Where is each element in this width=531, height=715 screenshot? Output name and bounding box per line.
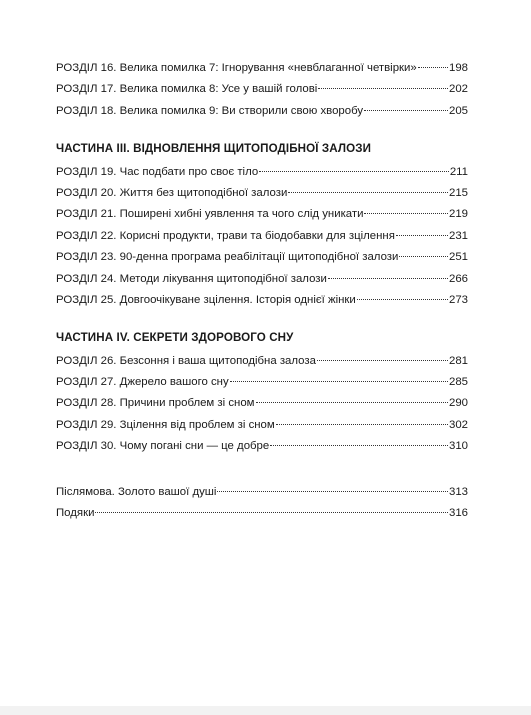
toc-entry-chapter-27 — [56, 372, 468, 393]
toc-entry-title: РОЗДІЛ 18. Велика помилка 9: Ви створили свою хворобу — [56, 104, 364, 117]
toc-entry-page: 290 — [448, 397, 468, 410]
toc-entry-page: 211 — [449, 165, 468, 178]
toc-entry-page: 281 — [448, 354, 468, 367]
leader-dots — [317, 360, 448, 361]
toc-entry-title: РОЗДІЛ 23. 90-денна програма реабілітації щитоподібної залози — [56, 251, 399, 264]
toc-entry-page: 231 — [448, 229, 468, 242]
toc-entry-afterword — [56, 482, 468, 503]
toc-entry-title: РОЗДІЛ 27. Джерело вашого сну — [56, 376, 229, 389]
toc-entry-title: РОЗДІЛ 16. Велика помилка 7: Ігнорування «невблаганної четвірки» — [56, 62, 417, 74]
toc-entry-page: 219 — [448, 208, 468, 221]
toc-entry-title: РОЗДІЛ 29. Зцілення від проблем зі сном — [56, 418, 275, 431]
toc-entry-title: РОЗДІЛ 24. Методи лікування щитоподібної залози — [56, 272, 327, 285]
leader-dots — [418, 67, 448, 68]
leader-dots — [318, 88, 448, 89]
toc-entry-page: 285 — [448, 376, 468, 389]
leader-dots — [270, 445, 448, 446]
toc-entry-chapter-23 — [56, 247, 468, 268]
toc-chapters-top — [56, 58, 468, 122]
toc-entry-page: 273 — [448, 293, 468, 306]
toc-entry-page: 302 — [448, 418, 468, 431]
toc-entry-title: РОЗДІЛ 25. Довгоочікуване зцілення. Історія однієї жінки — [56, 293, 356, 306]
toc-entry-chapter-20 — [56, 183, 468, 204]
leader-dots — [288, 192, 448, 193]
leader-dots — [217, 491, 448, 492]
toc-entry-page: 251 — [448, 251, 468, 264]
toc-entry-page: 316 — [448, 507, 468, 520]
toc-entry-chapter-21 — [56, 204, 468, 225]
toc-entry-title: Подяки — [56, 507, 95, 520]
leader-dots — [396, 235, 448, 236]
toc-entry-page: 205 — [448, 104, 468, 117]
leader-dots — [399, 256, 448, 257]
leader-dots — [357, 299, 448, 300]
toc-entry-title: РОЗДІЛ 28. Причини проблем зі сном — [56, 397, 255, 410]
toc-entry-page: 202 — [448, 83, 468, 96]
leader-dots — [364, 110, 448, 111]
leader-dots — [364, 213, 448, 214]
toc-back-matter — [56, 482, 468, 525]
toc-part-3-chapters — [56, 162, 468, 312]
toc-entry-chapter-24 — [56, 269, 468, 290]
toc-entry-chapter-30 — [56, 436, 468, 457]
toc-entry-title: Післямова. Золото вашої душі — [56, 485, 217, 498]
leader-dots — [328, 278, 448, 279]
toc-entry-acknowledgements — [56, 503, 468, 524]
leader-dots — [95, 512, 448, 513]
toc-entry-chapter-28 — [56, 393, 468, 414]
table-of-contents — [56, 58, 468, 524]
toc-entry-chapter-26 — [56, 351, 468, 372]
toc-entry-chapter-17 — [56, 79, 468, 100]
toc-entry-chapter-29 — [56, 415, 468, 436]
toc-entry-page: 313 — [448, 485, 468, 498]
leader-dots — [256, 402, 448, 403]
toc-entry-title: РОЗДІЛ 17. Велика помилка 8: Усе у вашій голові — [56, 83, 318, 96]
toc-part-4-chapters — [56, 351, 468, 458]
toc-entry-title: РОЗДІЛ 22. Корисні продукти, трави та біодобавки для зцілення — [56, 229, 395, 242]
part-4-heading: ЧАСТИНА IV. СЕКРЕТИ ЗДОРОВОГО СНУ — [56, 331, 294, 345]
toc-entry-chapter-16 — [56, 58, 468, 79]
toc-entry-title: РОЗДІЛ 30. Чому погані сни — це добре — [56, 440, 270, 453]
leader-dots — [276, 424, 448, 425]
toc-entry-chapter-22 — [56, 226, 468, 247]
leader-dots — [259, 171, 449, 172]
toc-entry-title: РОЗДІЛ 21. Поширені хибні уявлення та чого слід уникати — [56, 208, 364, 221]
toc-entry-title: РОЗДІЛ 20. Життя без щитоподібної залози — [56, 186, 288, 199]
toc-entry-page: 215 — [448, 186, 468, 199]
toc-entry-page: 198 — [448, 62, 468, 74]
toc-entry-chapter-18 — [56, 101, 468, 122]
toc-entry-chapter-25 — [56, 290, 468, 311]
toc-entry-chapter-19 — [56, 162, 468, 183]
toc-entry-page: 310 — [448, 440, 468, 453]
toc-entry-page: 266 — [448, 272, 468, 285]
toc-entry-title: РОЗДІЛ 26. Безсоння і ваша щитоподібна залоза — [56, 354, 316, 367]
toc-entry-title: РОЗДІЛ 19. Час подбати про своє тіло — [56, 165, 259, 178]
leader-dots — [230, 381, 448, 382]
part-3-heading: ЧАСТИНА III. ВІДНОВЛЕННЯ ЩИТОПОДІБНОЇ ЗАЛОЗИ — [56, 142, 372, 156]
